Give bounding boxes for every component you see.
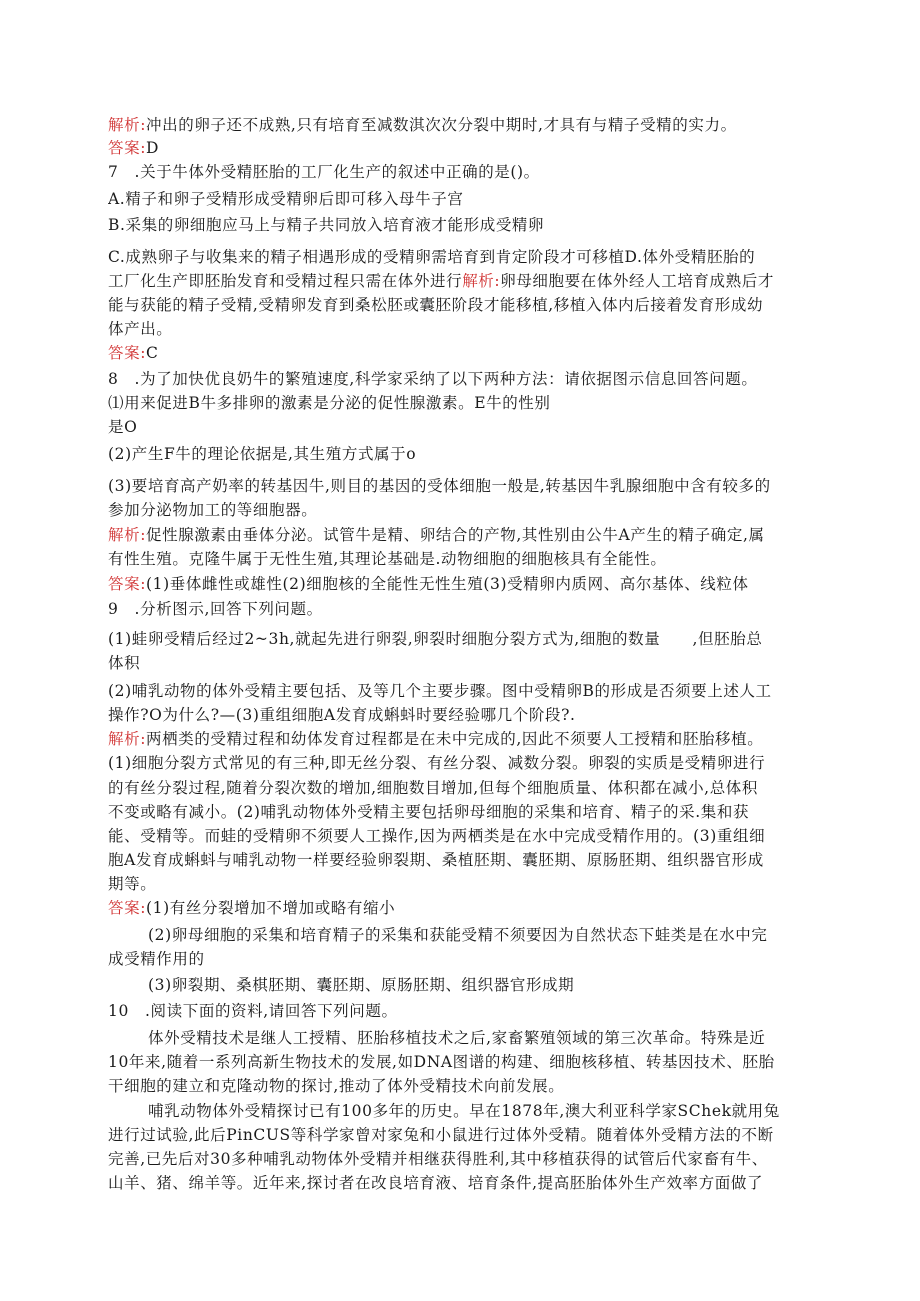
text-line: 体积 — [108, 654, 141, 672]
text-line: 成受精作用的 — [108, 950, 205, 968]
question-8: 8 .为了加快优良奶牛的繁殖速度,科学家采纳了以下两种方法：请依据图示信息回答问题。 — [108, 370, 758, 388]
text-line: 工厂化生产即胚胎发育和受精过程只需在体外进行解析:卵母细胞要在体外经人工培育成熟后才 — [108, 272, 774, 290]
text-line: (2)卵母细胞的采集和培育精子的采集和获能受精不须要因为自然状态下蛙类是在水中完 — [148, 926, 768, 944]
text-line: 操作?O为什么?—(3)重组细胞A发育成蝌蚪时要经验哪几个阶段?. — [108, 706, 576, 724]
question-7: 7 .关于牛体外受精胚胎的工厂化生产的叙述中正确的是()。 — [108, 163, 540, 181]
text-line: 解析:冲出的卵子还不成熟,只有培育至减数淇次次分裂中期时,才具有与精子受精的实力。 — [108, 116, 737, 134]
text-line: 参加分泌物加工的等细胞器。 — [108, 501, 318, 519]
text-line: 答案:(1)有丝分裂增加不增加或略有缩小 — [108, 899, 396, 917]
text-line: (1)细胞分裂方式常见的有三种,即无丝分裂、有丝分裂、减数分裂。卵裂的实质是受精卵进行 — [108, 754, 766, 772]
text-line: 山羊、猪、绵羊等。近年来,探讨者在改良培育液、培育条件,提高胚胎体外生产效率方面做了 — [108, 1174, 764, 1192]
text-line: 的有丝分裂过程,随着分裂次数的增加,细胞数目增加,但每个细胞质量、体积都在减小,总体积 — [108, 779, 759, 797]
text-line: ⑴用来促进B牛多排卵的激素是分泌的促性腺激素。E牛的性别 — [108, 394, 551, 412]
text-line: 能、受精等。而蛙的受精卵不须要人工操作,因为两栖类是在水中完成受精作用的。(3)重组细 — [108, 827, 766, 845]
text-line: 能与获能的精子受精,受精卵发育到桑松胚或囊胚阶段才能移植,移植入体内后接着发育形成幼 — [108, 296, 764, 314]
text-line: 答案:(1)垂体雌性或雄性(2)细胞核的全能性无性生殖(3)受精卵内质网、高尔基体、线粒体 — [108, 575, 749, 593]
text-line: 哺乳动物体外受精探讨已有100多年的历史。早在1878年,澳大利亚科学家SChek就用兔 — [148, 1102, 780, 1120]
text-line: (1)蛙卵受精后经过2~3h,就起先进行卵裂,卵裂时细胞分裂方式为,细胞的数量 ,但胚胎总 — [108, 630, 763, 648]
text-line: (3)卵裂期、桑棋胚期、囊胚期、原肠胚期、组织器官形成期 — [148, 976, 575, 994]
text-line: 进行过试验,此后PinCUS等科学家曾对家兔和小鼠进行过体外受精。随着体外受精方法的不断 — [108, 1126, 774, 1144]
text-line: 期等。 — [108, 875, 157, 893]
text-line: (3)要培育高产奶率的转基因牛,则目的基因的受体细胞一般是,转基因牛乳腺细胞中含有较多的 — [108, 477, 771, 495]
text-line: 完善,已先后对30多种哺乳动物体外受精并相继获得胜利,其中移植获得的试管后代家畜有牛、 — [108, 1150, 768, 1168]
text-line: 解析:促性腺激素由垂体分泌。试管牛是精、卵结合的产物,其性别由公牛A产生的精子确定,属 — [108, 526, 765, 544]
text-line: (2)哺乳动物的体外受精主要包括、及等几个主要步骤。图中受精卵B的形成是否须要上述人工 — [108, 682, 772, 700]
question-9: 9 .分析图示,回答下列问题。 — [108, 600, 323, 618]
option-c: C.成熟卵子与收集来的精子相遇形成的受精卵需培育到肯定阶段才可移植D.体外受精胚胎的 — [108, 248, 756, 266]
question-10: 10 .阅读下面的资料,请回答下列问题。 — [108, 1002, 398, 1020]
option-a: A.精子和卵子受精形成受精卵后即可移入母牛子宫 — [108, 190, 464, 208]
text-line: 有性生殖。克隆牛属于无性生殖,其理论基础是.动物细胞的细胞核具有全能性。 — [108, 550, 667, 568]
text-line: 答案:D — [108, 139, 160, 157]
text-line: 体产出。 — [108, 320, 173, 338]
text-line: 答案:C — [108, 344, 159, 362]
text-line: 解析:两栖类的受精过程和幼体发育过程都是在未中完成的,因此不须要人工授精和胚胎移植。 — [108, 730, 764, 748]
text-line: 胞A发育成蝌蚪与哺乳动物一样要经验卵裂期、桑植胚期、囊胚期、原肠胚期、组织器官形成 — [108, 851, 764, 869]
text-line: 干细胞的建立和克隆动物的探讨,推动了体外受精技术向前发展。 — [108, 1077, 565, 1095]
text-line: 是O — [108, 418, 138, 436]
text-line: 体外受精技术是继人工授精、胚胎移植技术之后,家畜繁殖领域的第三次革命。特殊是近 — [148, 1029, 766, 1047]
option-b: B.采集的卵细胞应马上与精子共同放入培育液才能形成受精卵 — [108, 216, 545, 234]
text-line: 10年来,随着一系列高新生物技术的发展,如DNA图谱的构建、细胞核移植、转基因技术、胚胎 — [108, 1053, 775, 1071]
text-line: 不变或略有减小。(2)哺乳动物体外受精主要包括卵母细胞的采集和培育、精子的采.集和获 — [108, 803, 750, 821]
text-line: (2)产生F牛的理论依据是,其生殖方式属于o — [108, 445, 417, 463]
